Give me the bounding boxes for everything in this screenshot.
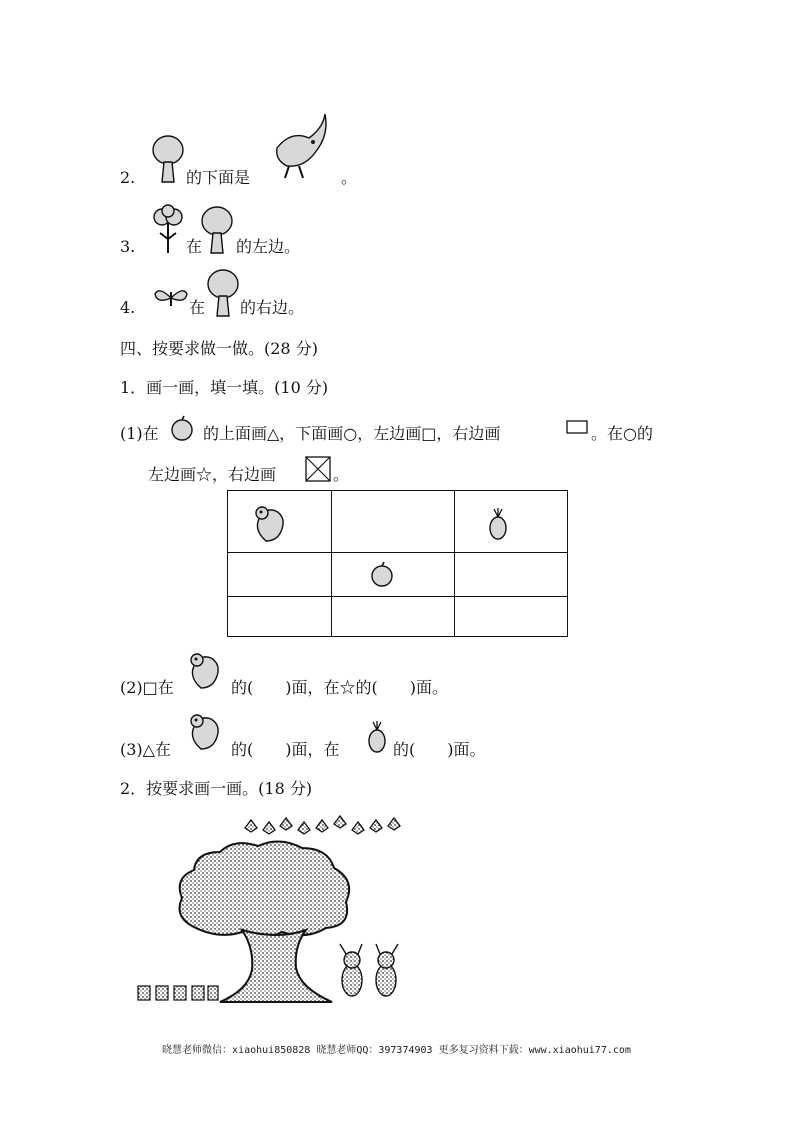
part-1-3-text-b: 的( )面，在	[231, 740, 340, 759]
crossed-box-shape	[305, 456, 331, 482]
grid-cell	[228, 597, 332, 637]
question-4-text-2: 的右边。	[240, 298, 305, 317]
tree-icon	[151, 134, 185, 186]
part-1-title: 1．画一画，填一填。(10 分)	[120, 378, 329, 397]
question-4-text-1: 在	[189, 298, 206, 317]
question-2-text: 的下面是	[186, 168, 251, 187]
apple-icon	[169, 415, 195, 441]
part-1-1-text-a: (1)在	[120, 424, 159, 443]
part-1-3-text-a: (3)△在	[120, 740, 171, 759]
part-1-1-text-d: 左边画☆，右边画	[148, 465, 277, 484]
butterfly-icon	[153, 286, 189, 310]
part-2-title: 2．按要求画一画。(18 分)	[120, 779, 313, 798]
grid-cell	[332, 597, 455, 637]
grid-cell	[332, 491, 455, 553]
question-3-number: 3.	[120, 237, 136, 256]
pineapple-icon	[487, 508, 509, 540]
question-3-text-1: 在	[186, 237, 203, 256]
grid-cell	[455, 491, 568, 553]
apple-icon	[370, 562, 396, 588]
grid-cell	[228, 553, 332, 597]
section-4-heading: 四、按要求做一做。(28 分)	[120, 339, 318, 358]
rectangle-shape	[566, 420, 588, 434]
part-1-2-text-a: (2)□在	[120, 678, 174, 697]
part-1-1-text-c: 。在○的	[591, 424, 653, 443]
grid-cell	[332, 553, 455, 597]
part-1-1-text-e: 。	[333, 465, 350, 484]
birds-row	[245, 816, 400, 834]
pineapple-icon	[366, 721, 388, 753]
part-1-3-text-c: 的( )面。	[393, 740, 486, 759]
scene-illustration	[130, 808, 420, 1014]
footer-contact: 晓慧老师微信：xiaohui850828 晓慧老师QQ：397374903 更多复习资料下载：www.xiaohui77.com	[162, 1045, 631, 1056]
grid-cell	[228, 491, 332, 553]
tree-icon	[200, 205, 234, 257]
tree-icon	[206, 268, 240, 320]
flower-icon	[152, 205, 184, 255]
position-grid	[227, 490, 568, 637]
grid-cell	[455, 597, 568, 637]
grid-cell	[455, 553, 568, 597]
question-4-number: 4.	[120, 298, 136, 317]
question-2-end: 。	[341, 168, 358, 187]
question-3-text-2: 的左边。	[236, 237, 301, 256]
squirrel-icon	[187, 711, 223, 751]
bird-icon	[265, 108, 333, 180]
squirrel-icon	[187, 650, 223, 690]
squirrel-icon	[252, 503, 288, 543]
part-1-2-text-b: 的( )面，在☆的( )面。	[231, 678, 448, 697]
part-1-1-text-b: 的上面画△，下面画○，左边画□，右边画	[203, 424, 501, 443]
question-2-number: 2.	[120, 168, 136, 187]
